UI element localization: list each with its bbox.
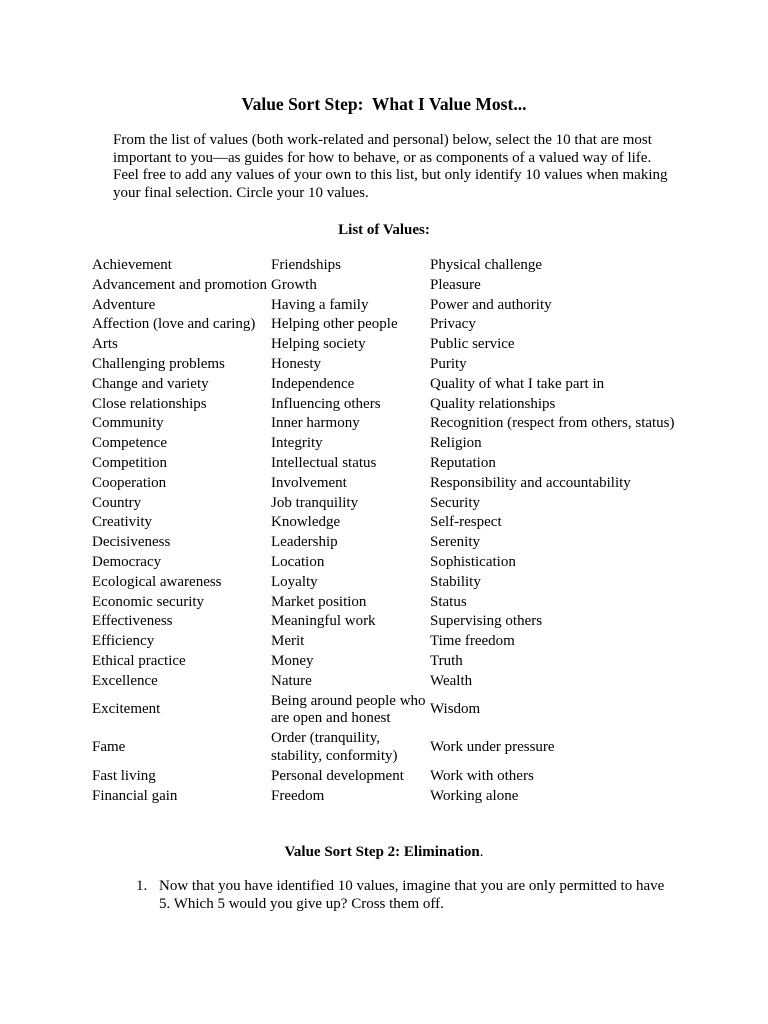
value-item: Time freedom: [430, 633, 515, 650]
value-item: Serenity: [430, 534, 480, 551]
intro-line: important to you—as guides for how to behave, or as components of a valued way of life.: [113, 149, 652, 166]
value-item: Effectiveness: [92, 613, 173, 630]
value-item: Pleasure: [430, 276, 481, 293]
values-row: [92, 375, 690, 395]
intro-line: Feel free to add any values of your own to this list, but only identify 10 values when making: [113, 167, 668, 184]
list-item: [0, 878, 768, 913]
value-item: Advancement and promotion: [92, 276, 267, 293]
step2-heading-period: .: [479, 844, 484, 860]
value-item: Self-respect: [430, 514, 502, 531]
intro-line: your final selection. Circle your 10 values.: [113, 184, 369, 201]
value-item: Reputation: [430, 454, 496, 471]
values-row: [92, 593, 690, 613]
values-row: [92, 787, 690, 807]
values-row: [92, 652, 690, 672]
values-row: [92, 395, 690, 415]
value-item: Close relationships: [92, 395, 207, 412]
value-item: Purity: [430, 355, 467, 372]
value-item: Cooperation: [92, 474, 167, 491]
value-item: Status: [430, 593, 467, 610]
value-item: Country: [92, 494, 142, 511]
values-row: [92, 692, 690, 730]
list-item-number: 1.: [136, 878, 148, 894]
values-row: [92, 553, 690, 573]
value-item: Change and variety: [92, 375, 209, 392]
value-item: Decisiveness: [92, 534, 171, 551]
values-row: [92, 296, 690, 316]
values-row: [92, 414, 690, 434]
value-item: Work with others: [430, 767, 534, 784]
value-item: Wisdom: [430, 701, 481, 718]
value-item: Truth: [430, 652, 463, 669]
values-table-body: [92, 256, 690, 806]
value-item: Creativity: [92, 514, 152, 531]
value-item: Challenging problems: [92, 355, 225, 372]
value-item: Nature: [271, 672, 312, 689]
value-item: Fame: [92, 739, 126, 756]
value-item: Meaningful work: [271, 613, 376, 630]
value-item: Responsibility and accountability: [430, 474, 631, 491]
value-item: Inner harmony: [271, 415, 360, 432]
value-item: Religion: [430, 435, 482, 452]
value-item: Helping other people: [271, 316, 398, 333]
value-item: Competence: [92, 435, 167, 452]
step2-heading-text: Value Sort Step 2: Elimination: [284, 844, 480, 860]
value-item: Community: [92, 415, 164, 432]
values-row: [92, 474, 690, 494]
value-item: Integrity: [271, 435, 323, 452]
values-row: [92, 315, 690, 335]
elimination-list: [0, 878, 768, 913]
value-item: Financial gain: [92, 787, 178, 804]
value-item: Power and authority: [430, 296, 552, 313]
value-item: Having a family: [271, 296, 369, 313]
intro-paragraph: [113, 132, 667, 202]
values-row: [92, 256, 690, 276]
value-item: Being around people who are open and honest: [271, 692, 426, 727]
value-item: Freedom: [271, 787, 325, 804]
value-item: Excitement: [92, 701, 161, 718]
value-item: Public service: [430, 336, 515, 353]
values-row: [92, 335, 690, 355]
value-item: Wealth: [430, 672, 473, 689]
values-table: [92, 256, 690, 806]
value-item: Market position: [271, 593, 367, 610]
value-item: Honesty: [271, 355, 321, 372]
list-item-line: Now that you have identified 10 values, imagine that you are only permitted to have: [159, 878, 665, 894]
value-item: Recognition (respect from others, status): [430, 415, 675, 432]
value-item: Sophistication: [430, 553, 516, 570]
value-item: Friendships: [271, 257, 342, 273]
list-item-text: [159, 878, 664, 913]
step2-heading: [0, 843, 768, 861]
values-row: [92, 276, 690, 296]
value-item: Knowledge: [271, 514, 341, 531]
document-title: Value Sort Step: What I Value Most...: [241, 94, 527, 114]
list-of-values-heading: List of Values:: [338, 222, 430, 238]
value-item: Influencing others: [271, 395, 381, 412]
value-item: Fast living: [92, 767, 156, 784]
value-item: Growth: [271, 276, 317, 293]
values-row: [92, 672, 690, 692]
value-item: Working alone: [430, 787, 519, 804]
value-item: Physical challenge: [430, 257, 543, 273]
values-row: [92, 494, 690, 514]
value-item: Arts: [92, 336, 118, 353]
value-item: Ethical practice: [92, 652, 186, 669]
value-item: Adventure: [92, 296, 156, 313]
intro-line: From the list of values (both work-related and personal) below, select the 10 that are most: [113, 132, 652, 148]
value-item: Leadership: [271, 534, 338, 551]
value-item: Work under pressure: [430, 739, 555, 756]
value-item: Security: [430, 494, 480, 511]
value-item: Excellence: [92, 672, 158, 689]
values-row: [92, 767, 690, 787]
value-item: Stability: [430, 573, 481, 590]
value-item: Involvement: [271, 474, 347, 491]
value-item: Competition: [92, 454, 167, 471]
values-row: [92, 612, 690, 632]
value-item: Supervising others: [430, 613, 543, 630]
value-item: Quality relationships: [430, 395, 556, 412]
values-row: [92, 434, 690, 454]
values-row: [92, 454, 690, 474]
values-row: [92, 513, 690, 533]
value-item: Quality of what I take part in: [430, 375, 605, 392]
value-item: Affection (love and caring): [92, 316, 256, 333]
value-item: Efficiency: [92, 633, 155, 650]
value-item: Intellectual status: [271, 454, 377, 471]
value-item: Merit: [271, 633, 305, 650]
values-row: [92, 355, 690, 375]
values-row: [92, 729, 690, 767]
value-item: Loyalty: [271, 573, 318, 590]
value-item: Democracy: [92, 553, 162, 570]
values-row: [92, 573, 690, 593]
list-item-line: 5. Which 5 would you give up? Cross them off.: [159, 895, 444, 912]
value-item: Economic security: [92, 593, 205, 610]
value-item: Helping society: [271, 336, 366, 353]
value-item: Money: [271, 652, 314, 669]
value-item: Job tranquility: [271, 494, 359, 511]
values-row: [92, 632, 690, 652]
value-item: Independence: [271, 375, 355, 392]
value-item: Privacy: [430, 316, 476, 333]
value-item: Personal development: [271, 767, 404, 784]
value-item: Achievement: [92, 257, 172, 273]
value-item: Order (tranquility, stability, conformity): [271, 730, 398, 764]
value-item: Location: [271, 553, 325, 570]
values-row: [92, 533, 690, 553]
value-item: Ecological awareness: [92, 573, 222, 590]
